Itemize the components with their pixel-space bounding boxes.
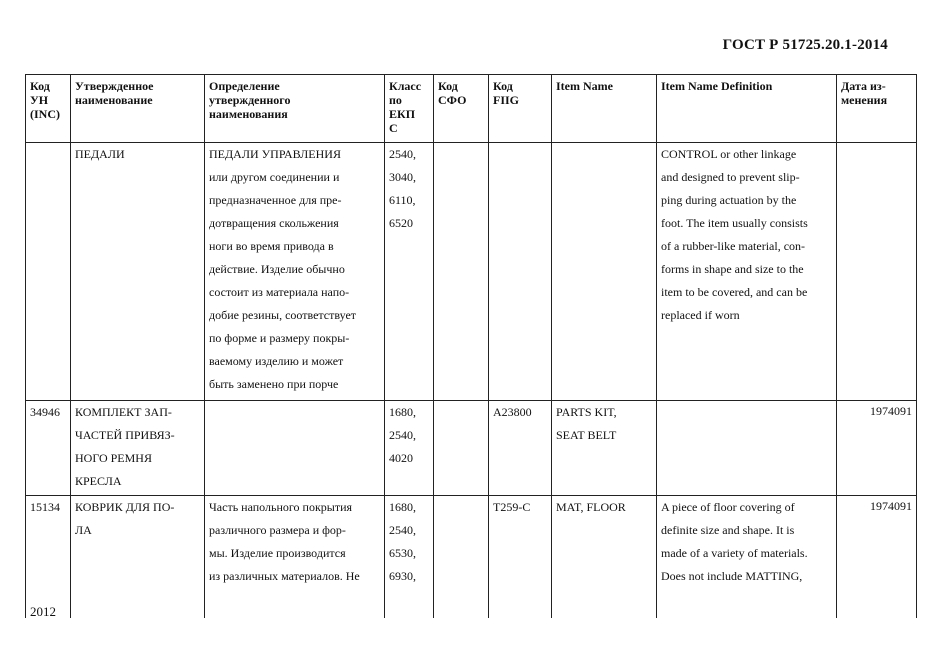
cell-approved-name [71,401,205,496]
text-line: 6930, [389,569,416,583]
text-line: состоит из материала напо- [209,285,350,299]
cell-definition [205,143,385,401]
table-row [26,401,917,496]
text-line: FIIG [493,93,520,107]
cell-inc: 15134 [26,496,71,619]
text-line: Класс [389,79,422,93]
text-line: НОГО РЕМНЯ [75,451,152,465]
cell-change-date: 1974091 [837,496,917,619]
text-line: Часть напольного покрытия [209,500,353,514]
cell-sfo-code [434,401,489,496]
text-line: Item Name Definition [661,79,773,93]
cell-item-name [552,143,657,401]
text-line: 6110, [389,193,416,207]
cell-fiig-code: A23800 [489,401,552,496]
cell-ekps-class [385,401,434,496]
text-line: MAT, FLOOR [556,500,626,514]
text-line: действие. Изделие обычно [209,262,345,276]
text-line: Does not include MATTING, [661,569,803,583]
text-line: Код [493,79,513,93]
text-line: 2540, [389,147,416,161]
text-line: быть заменено при порче [209,377,339,391]
table-row [26,143,917,401]
text-line: made of a variety of materials. [661,546,808,560]
catalog-table [25,74,917,618]
text-line: 2540, [389,428,416,442]
text-line: мы. Изделие производится [209,546,346,560]
text-line: foot. The item usually consists [661,216,808,230]
cell-change-date [837,143,917,401]
text-line: A piece of floor covering of [661,500,795,514]
page-number: 2012 [30,604,56,619]
text-line: forms in shape and size to the [661,262,804,276]
cell-approved-name [71,496,205,619]
text-line: Код [438,79,458,93]
cell-definition [205,496,385,619]
text-line: ваемому изделию и может [209,354,344,368]
text-line: или другом соединении и [209,170,340,184]
cell-item-name-definition [657,496,837,619]
cell-item-name-definition [657,143,837,401]
text-line: Определение [209,79,280,93]
cell-change-date: 1974091 [837,401,917,496]
text-line: КРЕСЛА [75,474,122,488]
text-line: (INC) [30,107,60,121]
text-line: 2540, [389,523,416,537]
text-line: КОМПЛЕКТ ЗАП- [75,405,172,419]
text-line: по [389,93,402,107]
text-line: предназначенное для пре- [209,193,342,207]
text-line: Item Name [556,79,613,93]
text-line: ПЕДАЛИ УПРАВЛЕНИЯ [209,147,341,161]
text-line: 3040, [389,170,416,184]
text-line: СФО [438,93,467,107]
text-line: утвержденного [209,93,291,107]
text-line: УН [30,93,49,107]
table-header-row [26,75,917,143]
text-line: 1680, [389,500,416,514]
cell-inc [26,143,71,401]
cell-item-name [552,401,657,496]
text-line: ЧАСТЕЙ ПРИВЯЗ- [75,428,175,442]
cell-fiig-code [489,143,552,401]
cell-item-name [552,496,657,619]
text-line: Дата из- [841,79,886,93]
text-line: добие резины, соответствует [209,308,357,322]
text-line: из различных материалов. Не [209,569,360,583]
cell-sfo-code [434,143,489,401]
text-line: and designed to prevent slip- [661,170,800,184]
text-line: item to be covered, and can be [661,285,808,299]
header-item-name-definition [657,75,837,143]
header-fiig-code [489,75,552,143]
cell-definition [205,401,385,496]
text-line: ЛА [75,523,92,537]
text-line: по форме и размеру покры- [209,331,350,345]
table-row [26,496,917,619]
text-line: дотвращения скольжения [209,216,339,230]
text-line: менения [841,93,888,107]
text-line: 6520 [389,216,413,230]
catalog-table-container [25,74,918,618]
text-line: ноги во время привода в [209,239,334,253]
header-sfo-code [434,75,489,143]
text-line: ЕКП [389,107,416,121]
text-line: SEAT BELT [556,428,617,442]
cell-inc: 34946 [26,401,71,496]
text-line: 4020 [389,451,413,465]
header-definition [205,75,385,143]
cell-approved-name [71,143,205,401]
text-line: replaced if worn [661,308,740,322]
header-change-date [837,75,917,143]
text-line: Утвержденное [75,79,154,93]
text-line: ПЕДАЛИ [75,147,125,161]
text-line: С [389,121,398,135]
text-line: 6530, [389,546,416,560]
header-ekps-class [385,75,434,143]
cell-item-name-definition [657,401,837,496]
text-line: КОВРИК ДЛЯ ПО- [75,500,175,514]
text-line: definite size and shape. It is [661,523,795,537]
text-line: CONTROL or other linkage [661,147,797,161]
text-line: различного размера и фор- [209,523,346,537]
text-line: ping during actuation by the [661,193,797,207]
header-approved-name [71,75,205,143]
cell-fiig-code: T259-C [489,496,552,619]
cell-ekps-class [385,143,434,401]
text-line: PARTS KIT, [556,405,617,419]
cell-sfo-code [434,496,489,619]
header-inc [26,75,71,143]
text-line: Код [30,79,50,93]
header-item-name [552,75,657,143]
text-line: наименование [75,93,153,107]
text-line: 1680, [389,405,416,419]
cell-ekps-class [385,496,434,619]
text-line: of a rubber-like material, con- [661,239,806,253]
text-line: наименования [209,107,288,121]
document-code: ГОСТ Р 51725.20.1-2014 [722,37,888,53]
